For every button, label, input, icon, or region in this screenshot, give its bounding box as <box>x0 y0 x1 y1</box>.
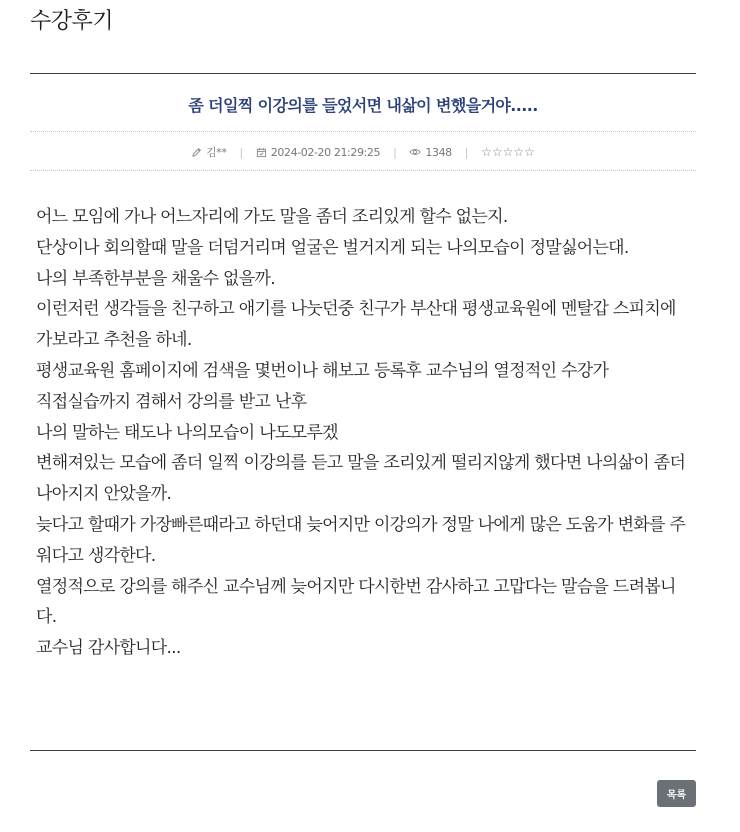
list-button[interactable]: 목록 <box>657 780 696 807</box>
body-paragraph: 나의 부족한부분을 채울수 없을까. <box>36 268 275 289</box>
meta-divider <box>30 170 696 171</box>
eye-icon <box>409 147 421 157</box>
star-icon: ☆ <box>513 145 525 159</box>
body-paragraph: 나의 말하는 태도나 나의모습이 나도모루겠 <box>36 422 338 443</box>
pencil-icon <box>191 147 202 158</box>
star-icon: ☆ <box>502 145 514 159</box>
meta-separator: | <box>393 145 397 159</box>
star-icon: ☆ <box>481 145 492 159</box>
body-paragraph: 어느 모임에 가나 어느자리에 가도 말을 좀더 조리있게 할수 없는지. <box>36 207 508 227</box>
body-paragraph: 변해져있는 모습에 좀더 일찍 이강의를 듣고 말을 조리있게 떨리지않게 했다면 나의삶이 좀더 나아지지 안았을까. <box>36 453 686 505</box>
post-title: 좀 더일찍 이강의를 들었서면 내삶이 변했을거야..... <box>188 96 538 115</box>
meta-separator: | <box>464 145 469 159</box>
body-paragraph: 평생교육원 홈페이지에 검색을 몇번이나 해보고 등록후 교수님의 열정적인 수강가 <box>36 360 609 381</box>
star-icon: ☆ <box>491 145 503 159</box>
body-paragraph: 교수님 감사합니다... <box>36 638 181 659</box>
meta-author <box>191 144 226 160</box>
post-meta <box>30 144 696 160</box>
page-title: 수강후기 <box>30 9 114 34</box>
body-paragraph: 이런저런 생각들을 친구하고 애기를 나눗던중 친구가 부산대 평생교육원에 멘탈갑 스피치에 가보라고 추천을 하네. <box>36 299 676 351</box>
body-paragraph: 열정적으로 강의를 해주신 교수님께 늦어지만 다시한번 감사하고 고맙다는 말슴을 드려봅니다. <box>36 576 676 628</box>
view-count: 1348 <box>425 145 452 159</box>
top-divider <box>30 73 696 74</box>
title-divider <box>30 131 696 132</box>
star-rating <box>481 145 535 159</box>
author-name: 김** <box>206 146 227 159</box>
post-date: 2024-02-20 21:29:25 <box>270 145 381 159</box>
calendar-icon <box>256 147 267 158</box>
bottom-divider <box>30 750 696 751</box>
meta-date <box>256 146 380 159</box>
body-paragraph: 단상이나 회의할때 말을 더덤거리며 얼굴은 벌거지게 되는 나의모습이 정말싫어는대. <box>36 237 629 258</box>
post-body <box>36 202 692 664</box>
star-icon: ☆ <box>524 145 535 159</box>
body-paragraph: 직접실습까지 겸해서 강의를 받고 난후 <box>36 391 307 412</box>
meta-views <box>409 146 451 159</box>
body-paragraph: 늦다고 할때가 가장빠른때라고 하던대 늦어지만 이강의가 정말 나에게 많은 도움가 변화를 주워다고 생각한다. <box>36 514 686 566</box>
meta-separator: | <box>239 145 243 159</box>
